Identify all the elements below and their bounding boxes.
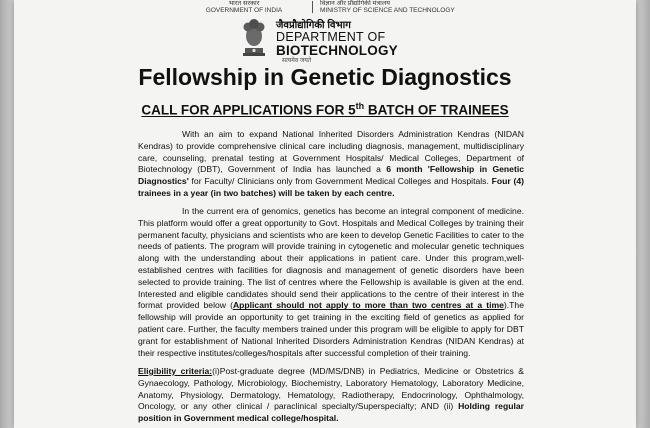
header-divider [312,1,313,13]
intro-bold-b: Four (4) trainees in a year (in two batches) will be taken by each centre. [138,176,525,198]
document-subtitle [14,101,636,118]
dept-line1: DEPARTMENT OF [276,30,386,44]
government-label [184,0,304,14]
paragraph-intro [138,129,524,200]
eligibility-bold-a: Holding regular position in Government medical college/hospital. [138,401,524,424]
ministry-label [320,0,460,14]
ministry-hindi: विज्ञान और प्रौद्योगिकी मंत्रालय [320,0,390,7]
paragraph-genomics [138,206,524,359]
govt-english: GOVERNMENT OF INDIA [205,7,283,14]
national-emblem-icon [238,16,270,60]
subtitle-prefix: CALL FOR APPLICATIONS FOR 5 [141,102,356,118]
eligibility-label: Eligibility criteria: [138,366,213,376]
genomics-text-b: ).The fellowship will provide an opportunity to get training in the exciting field of genetics as applied for patient care. Further, the faculty members trained under this program will be eligible to apply for DBT grant for establishment of National Inherited Disorders Administration Kendras (NIDAN Kendras) at their respective institutes/colleges/hospitals after successful completion of their training. [138,300,524,358]
emblem-motto: सत्यमेव जयते [282,58,312,64]
intro-bold-a: 6 month 'Fellowship in Genetic Diagnostics' [138,164,524,187]
govt-hindi: भारत सरकार [228,0,260,7]
intro-text-a: With an aim to expand National Inherited Disorders Administration Kendras (NIDAN Kendras) to provide comprehensive clinical care including diagnosis, management, multidisciplinary care, counseling, prenatal testing at Government Hospitals/ Medical Colleges, Department of Biotechnology (DBT), Government of India has launched a [138,129,524,175]
genomics-text-a: In the current era of genomics, genetics has become an integral component of medicine. This platform would offer a great opportunity to Govt. Hospitals and Medical Colleges by training their permanent faculty, physicians and scientists who are keen to develop Genetic Facilities to cater to the needs of patients. The program will provide training in cytogenetic and molecular genetic techniques along with the understanding about their applications in patient care. Under this program,well-established centres with facilities for diagnosis and management of genetic disorders have been selected to provide training. The list of centres where the Fellowship is available is given at the end. Interested and eligible candidates should send their applications to the centre of their interest in the format provided below ( [138,206,524,311]
subtitle-suffix: BATCH OF TRAINEES [364,102,509,118]
document-page [14,0,636,428]
ministry-english: MINISTRY OF SCIENCE AND TECHNOLOGY [320,7,455,14]
apply-limit-note: Applicant should not apply to more than two centres at a time [232,300,504,311]
eligibility-text-a: (i)Post-graduate degree (MD/MS/DNB) in Pediatrics, Medicine or Obstetrics & Gynaecology, Pathology, Microbiology, Biochemistry, Laboratory Hematology, Laboratory Medicine, Anatomy, Physiology, Dermatology, Hematology, Radiotherapy, Endocrinology, Ophthalmology, Oncology, or any other clinical / paraclinical specialty/Superspecialty; AND (ii) [138,366,524,412]
header-bar [14,0,636,14]
department-logo-text [276,20,398,58]
document-title: Fellowship in Genetic Diagnostics [138,64,512,90]
dept-line2: BIOTECHNOLOGY [276,43,398,58]
dept-hindi: जैवप्रौद्योगिकी विभाग [276,20,351,31]
paragraph-eligibility [138,366,524,425]
intro-text-b: for Faculty/ Clinicians only from Government Medical Colleges and Hospitals. [188,176,492,187]
subtitle-superscript: th [355,101,365,111]
